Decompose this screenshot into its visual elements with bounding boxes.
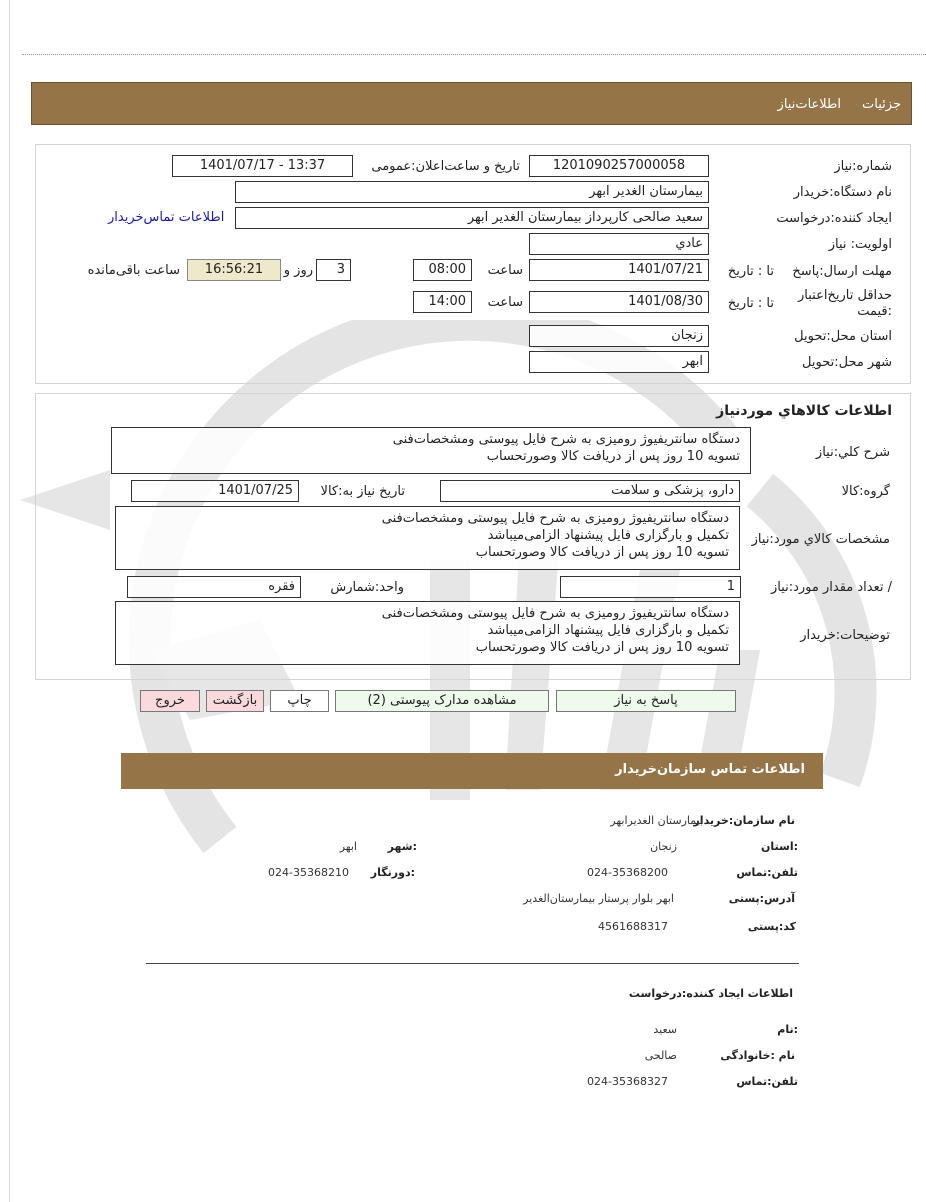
unit-label: واحد:شمارش — [330, 580, 404, 595]
address-label: آدرس:پستی — [728, 892, 795, 905]
contact-phone-label: تلفن:تماس — [736, 866, 798, 879]
goods-group-label: گروه:کالا — [841, 484, 890, 499]
deadline-date-field: 1401/07/21 — [529, 259, 709, 281]
creator-phone-value: 024-35368327 — [587, 1075, 668, 1088]
tab-bar — [31, 82, 912, 125]
unit-field: فقره — [127, 576, 301, 598]
fax-label: :دورنگار — [370, 866, 415, 879]
postal-code-value: 4561688317 — [598, 920, 668, 933]
quantity-field: 1 — [560, 576, 741, 598]
contact-province-value: زنجان — [650, 840, 677, 853]
buyer-notes-field — [115, 601, 740, 665]
priority-field: عادي — [529, 233, 709, 255]
contact-section-header — [121, 753, 823, 789]
creator-name-value: سعید — [653, 1023, 677, 1036]
tab-details[interactable]: جزئیات — [862, 97, 901, 112]
need-date-label: تاریخ نیاز به:کالا — [320, 484, 405, 499]
back-button[interactable]: بازگشت — [206, 690, 264, 712]
view-attachments-button[interactable]: مشاهده مدارک پیوستی (2) — [335, 690, 549, 712]
deadline-until-date-label: تا : تاریخ — [727, 264, 774, 279]
creator-phone-label: تلفن:تماس — [736, 1075, 798, 1088]
postal-code-label: کد:پستی — [747, 920, 796, 933]
respond-button[interactable]: پاسخ به نیاز — [556, 690, 736, 712]
need-number-field: 1201090257000058 — [529, 155, 709, 177]
contact-province-label: :استان — [761, 840, 798, 853]
need-date-field: 1401/07/25 — [131, 480, 299, 502]
buyer-notes-line: تکمیل و بارگزاری فایل پیشنهاد الزامی‌میباشد — [487, 623, 729, 638]
contact-separator — [146, 963, 799, 964]
days-label: روز و — [283, 263, 313, 278]
validity-label-line1: حداقل تاریخ‌اعتبار — [798, 288, 892, 303]
general-description-line: تسویه 10 روز پس از دریافت کالا وصورتحساب — [486, 449, 740, 464]
general-description-field — [111, 427, 751, 474]
creator-section-title: اطلاعات ایجاد کننده:درخواست — [628, 987, 793, 1000]
validity-label-line2: :قیمت — [857, 304, 892, 319]
validity-time-label: ساعت — [487, 295, 523, 310]
deadline-time-field: 08:00 — [413, 259, 472, 281]
org-name-label: نام سازمان:خریدار — [693, 814, 795, 827]
city-field: ابهر — [529, 351, 709, 373]
deadline-label: مهلت ارسال:پاسخ — [792, 264, 892, 279]
specs-line: تکمیل و بارگزاری فایل پیشنهاد الزامی‌میباشد — [487, 528, 729, 543]
dotted-divider — [22, 54, 926, 55]
priority-label: اولویت: نیاز — [828, 237, 892, 252]
creator-family-value: صالحی — [644, 1049, 677, 1062]
announce-date-label: تاریخ و ساعت‌اعلان:عمومی — [371, 159, 520, 174]
contact-section-title: اطلاعات تماس سازمان‌خریدار — [615, 762, 805, 777]
remaining-time-label: ساعت باقی‌مانده — [87, 263, 180, 278]
specs-field — [115, 506, 740, 570]
contact-city-value: ابهر — [339, 840, 357, 853]
contact-phone-value: 024-35368200 — [587, 866, 668, 879]
validity-date-field: 1401/08/30 — [529, 291, 709, 313]
city-label: شهر محل:تحویل — [802, 355, 892, 370]
print-button[interactable]: چاپ — [270, 690, 329, 712]
quantity-label: / تعداد مقدار مورد:نیاز — [770, 580, 892, 595]
tab-need-info[interactable]: اطلاعات‌نیاز — [777, 97, 841, 112]
fax-value: 024-35368210 — [268, 866, 349, 879]
buyer-notes-line: دستگاه سانتریفیوژ رومیزی به شرح فایل پیوستی ومشخصات‌فنی — [381, 606, 729, 621]
exit-button[interactable]: خروج — [140, 690, 200, 712]
buyer-contact-link[interactable]: اطلاعات تماس‌خریدار — [108, 210, 225, 225]
remaining-days-field: 3 — [316, 259, 351, 281]
specs-label: مشخصات کالاي مورد:نیاز — [751, 532, 890, 547]
creator-name-label: :نام — [777, 1023, 798, 1036]
deadline-time-label: ساعت — [487, 263, 523, 278]
buyer-label: نام دستگاه:خریدار — [793, 185, 892, 200]
need-number-label: شماره:نیاز — [834, 159, 892, 174]
specs-line: تسویه 10 روز پس از دریافت کالا وصورتحساب — [475, 545, 729, 560]
general-description-label: شرح کلي:نیاز — [815, 445, 890, 460]
org-name-value: بیمارستان الغدیرابهر — [610, 814, 703, 827]
creator-field: سعید صالحی کارپرداز بیمارستان الغدیر ابهر — [235, 207, 709, 229]
validity-until-date-label: تا : تاریخ — [727, 296, 774, 311]
validity-time-field: 14:00 — [413, 291, 472, 313]
specs-line: دستگاه سانتریفیوژ رومیزی به شرح فایل پیوستی ومشخصات‌فنی — [381, 511, 729, 526]
province-label: استان محل:تحویل — [794, 329, 892, 344]
announce-date-field: 1401/07/17 - 13:37 — [172, 155, 353, 177]
address-value: ابهر بلوار پرستار بیمارستان‌الغدیر — [523, 892, 674, 905]
contact-city-label: :شهر — [387, 840, 417, 853]
goods-group-field: دارو، پزشکی و سلامت — [440, 480, 740, 502]
buyer-field: بیمارستان الغدیر ابهر — [235, 181, 709, 203]
remaining-time-field: 16:56:21 — [187, 259, 281, 281]
goods-section-title: اطلاعات کالاهاي موردنیاز — [716, 403, 892, 419]
buyer-notes-label: توضیحات:خریدار — [800, 628, 890, 643]
general-description-line: دستگاه سانتریفیوژ رومیزی به شرح فایل پیوستی ومشخصات‌فنی — [392, 432, 740, 447]
creator-family-label: نام :خانوادگی — [720, 1049, 795, 1062]
province-field: زنجان — [529, 325, 709, 347]
creator-label: ایجاد کننده:درخواست — [776, 211, 892, 226]
buyer-notes-line: تسویه 10 روز پس از دریافت کالا وصورتحساب — [475, 640, 729, 655]
